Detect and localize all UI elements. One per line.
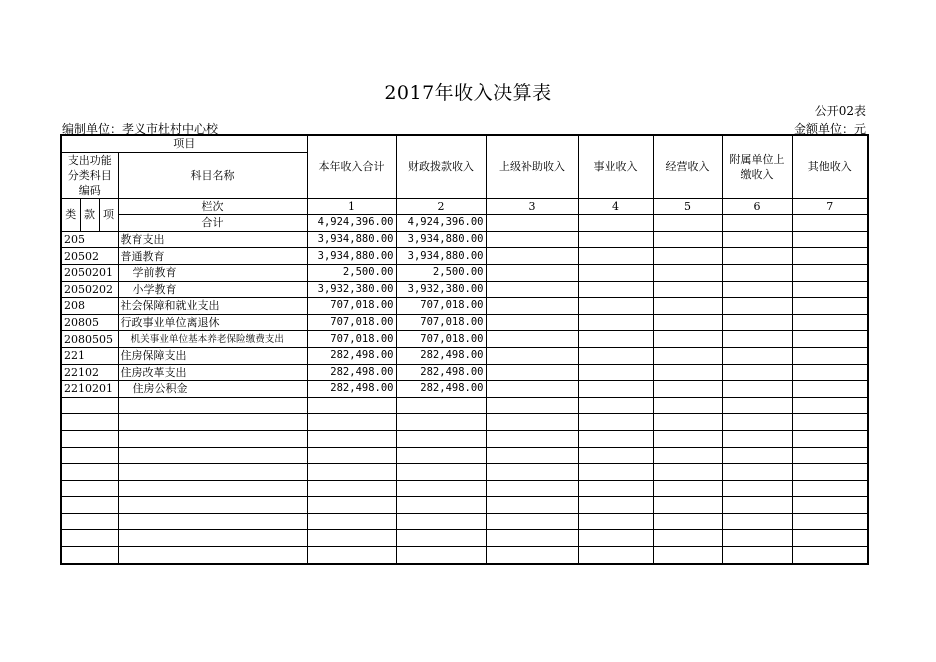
empty-row: [61, 513, 868, 530]
report-title: 2017年收入决算表: [384, 82, 552, 104]
col-header-fiscal: 财政拨款收入: [396, 135, 486, 198]
total-income: 2,500.00: [307, 264, 396, 281]
total-income: 707,018.00: [307, 331, 396, 348]
table-row: [61, 264, 868, 281]
row-number-label: 栏次: [118, 198, 307, 215]
table-row: [61, 314, 868, 331]
total-label: 合计: [118, 215, 307, 232]
subject-name: 社会保障和就业支出: [118, 298, 307, 315]
subject-code: 22102: [61, 364, 118, 381]
subject-name: 学前教育: [118, 264, 307, 281]
empty-row: [61, 397, 868, 414]
total-income: 282,498.00: [307, 347, 396, 364]
col-header-operating: 经营收入: [653, 135, 722, 198]
fiscal-income: 3,934,880.00: [396, 248, 486, 265]
col-header-other: 其他收入: [792, 135, 868, 198]
income-table: [60, 134, 869, 565]
subject-name: 机关事业单位基本养老保险缴费支出: [118, 331, 307, 348]
empty-row: [61, 447, 868, 464]
subject-code: 2080505: [61, 331, 118, 348]
subject-code: 205: [61, 231, 118, 248]
row-number: 2: [396, 198, 486, 215]
total-income: 3,932,380.00: [307, 281, 396, 298]
subject-name: 住房公积金: [118, 381, 307, 398]
subject-code: 221: [61, 347, 118, 364]
col-header-affiliated: 附属单位上缴收入: [722, 135, 792, 198]
empty-row: [61, 480, 868, 497]
table-row: [61, 331, 868, 348]
subject-name: 住房保障支出: [118, 347, 307, 364]
col-header-total: 本年收入合计: [307, 135, 396, 198]
col-header-business: 事业收入: [578, 135, 653, 198]
empty-row: [61, 414, 868, 431]
fiscal-income: 3,934,880.00: [396, 231, 486, 248]
total-income: 3,934,880.00: [307, 231, 396, 248]
table-row: [61, 231, 868, 248]
subject-name: 教育支出: [118, 231, 307, 248]
currency-unit: 金额单位：元: [793, 122, 866, 136]
subject-code: 20805: [61, 314, 118, 331]
row-number: 6: [722, 198, 792, 215]
total-income: 282,498.00: [307, 364, 396, 381]
total-income: 707,018.00: [307, 314, 396, 331]
table-row: [61, 381, 868, 398]
subject-name: 小学教育: [118, 281, 307, 298]
fiscal-income: 707,018.00: [396, 298, 486, 315]
xiang-header: 项: [99, 198, 118, 231]
fiscal-income: 282,498.00: [396, 381, 486, 398]
row-number: 4: [578, 198, 653, 215]
fiscal-income: 282,498.00: [396, 347, 486, 364]
compiling-unit: 编制单位：孝义市杜村中心校: [62, 122, 219, 136]
row-number: 7: [792, 198, 868, 215]
total-income: 707,018.00: [307, 298, 396, 315]
fiscal-income: 282,498.00: [396, 364, 486, 381]
row-number: 5: [653, 198, 722, 215]
col-header-superior: 上级补助收入: [486, 135, 578, 198]
table-row: [61, 281, 868, 298]
fiscal-income: 707,018.00: [396, 331, 486, 348]
empty-row: [61, 530, 868, 547]
empty-row: [61, 464, 868, 481]
subject-name: 行政事业单位离退休: [118, 314, 307, 331]
empty-row: [61, 430, 868, 447]
empty-row: [61, 497, 868, 514]
subject-code: 2050202: [61, 281, 118, 298]
table-row: [61, 364, 868, 381]
code-group-header: 支出功能分类科目编码: [61, 152, 118, 198]
subject-code: 208: [61, 298, 118, 315]
kuan-header: 款: [80, 198, 99, 231]
subject-code: 2050201: [61, 264, 118, 281]
table-row: [61, 347, 868, 364]
row-number: 1: [307, 198, 396, 215]
row-number: 3: [486, 198, 578, 215]
empty-row: [61, 547, 868, 564]
subject-name: 普通教育: [118, 248, 307, 265]
fiscal-income: 2,500.00: [396, 264, 486, 281]
fiscal-income: 707,018.00: [396, 314, 486, 331]
total-amount: 4,924,396.00: [307, 215, 396, 232]
subject-code: 2210201: [61, 381, 118, 398]
total-income: 282,498.00: [307, 381, 396, 398]
fiscal-income: 3,932,380.00: [396, 281, 486, 298]
subject-name-header: 科目名称: [118, 152, 307, 198]
form-number: 公开02表: [814, 104, 866, 118]
total-income: 3,934,880.00: [307, 248, 396, 265]
lei-header: 类: [61, 198, 80, 231]
subject-name: 住房改革支出: [118, 364, 307, 381]
table-row: [61, 248, 868, 265]
total-fiscal: 4,924,396.00: [396, 215, 486, 232]
table-row: [61, 298, 868, 315]
subject-code: 20502: [61, 248, 118, 265]
project-header: 项目: [61, 135, 307, 152]
